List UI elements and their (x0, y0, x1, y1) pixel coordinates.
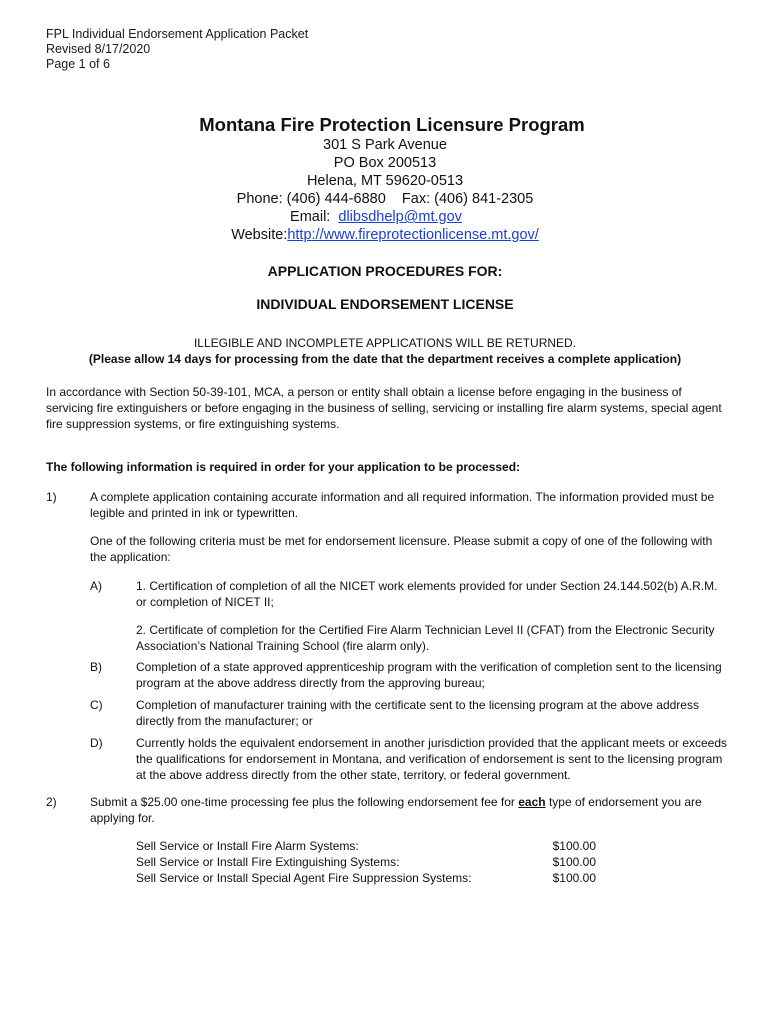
website-link[interactable]: http://www.fireprotectionlicense.mt.gov/ (287, 227, 539, 243)
fee-label: Sell Service or Install Special Agent Fire Suppression Systems: (136, 871, 472, 885)
packet-title: FPL Individual Endorsement Application Packet (46, 27, 309, 41)
email-line (0, 208, 770, 226)
revision-date: Revised 8/17/2020 (46, 42, 151, 56)
fee-label: Sell Service or Install Fire Extinguishing Systems: (136, 855, 400, 869)
notice-warning: ILLEGIBLE AND INCOMPLETE APPLICATIONS WILL BE RETURNED. (193, 336, 577, 350)
phone-fax: Phone: (406) 444-6880 Fax: (406) 841-2305 (236, 191, 534, 207)
procedures-title: APPLICATION PROCEDURES FOR: (267, 263, 503, 279)
address-block (0, 136, 770, 244)
item-2-text-after: type of endorsement you are applying for. (90, 795, 702, 825)
fee-amount: $100.00 (552, 871, 596, 885)
city-state-zip: Helena, MT 59620-0513 (306, 173, 464, 189)
criteria-b-text: Completion of a state approved apprenticeship program with the verification of completion sent to the licensing program at the above address directly from the approving bureau; (136, 660, 722, 690)
page-number: Page 1 of 6 (46, 57, 110, 71)
fee-label: Sell Service or Install Fire Alarm Systems: (136, 839, 359, 853)
criteria-a-letter: A) (90, 579, 102, 593)
criteria-intro: One of the following criteria must be met for endorsement licensure. Please submit a copy of one of the following with the application: (90, 534, 713, 564)
email-link[interactable]: dlibsdhelp@mt.gov (338, 209, 462, 225)
fee-amount: $100.00 (552, 855, 596, 869)
item-2-text (90, 794, 726, 826)
fee-row (136, 870, 596, 886)
po-box: PO Box 200513 (333, 155, 437, 171)
organization-name: Montana Fire Protection Licensure Program (199, 114, 585, 135)
fee-table (136, 838, 596, 886)
website-label: Website: (231, 227, 288, 243)
notice (0, 335, 770, 367)
item-2-number: 2) (46, 795, 57, 809)
website-line (0, 226, 770, 244)
fee-row (136, 838, 596, 854)
fee-row (136, 854, 596, 870)
license-title: INDIVIDUAL ENDORSEMENT LICENSE (256, 296, 514, 312)
criteria-c-letter: C) (90, 698, 103, 712)
criteria-c-text: Completion of manufacturer training with the certificate sent to the licensing program at the above address directly from the manufacturer; or (136, 698, 699, 728)
intro-paragraph: In accordance with Section 50-39-101, MCA, a person or entity shall obtain a license before engaging in the business of servicing fire extinguishers or before engaging in the business of selling, servicing or installing fire alarm systems, special agent fire suppression systems, or fire extinguishing systems. (46, 385, 722, 431)
criteria-d-text: Currently holds the equivalent endorsement in another jurisdiction provided that the applicant meets or exceeds the qualifications for endorsement in Montana, and verification of endorsement is sent to the licensing program at the above address directly from the other state, territory, or federal government. (136, 736, 728, 782)
criteria-d-letter: D) (90, 736, 103, 750)
item-1-number: 1) (46, 490, 57, 504)
notice-processing-time: (Please allow 14 days for processing from the date that the department receives a complete application) (88, 352, 682, 366)
criteria-a-text-2: 2. Certificate of completion for the Certified Fire Alarm Technician Level II (CFAT) from the Electronic Security Association’s National Training School (fire alarm only). (136, 623, 715, 653)
item-2-emphasis: each (518, 795, 546, 809)
item-2-text-before: Submit a $25.00 one-time processing fee plus the following endorsement fee for (90, 795, 519, 809)
email-label: Email: (290, 209, 339, 225)
criteria-a-text: 1. Certification of completion of all the NICET work elements provided for under Section 24.144.502(b) A.R.M. or completion of NICET II; (136, 579, 718, 609)
required-heading: The following information is required in order for your application to be processed: (46, 460, 521, 474)
street-address: 301 S Park Avenue (323, 137, 447, 153)
document-meta (46, 27, 308, 72)
item-1-text: A complete application containing accurate information and all required information. The information provided must be legible and printed in ink or typewritten. (90, 490, 715, 520)
criteria-b-letter: B) (90, 660, 102, 674)
fee-amount: $100.00 (552, 839, 596, 853)
letterhead (0, 114, 770, 244)
